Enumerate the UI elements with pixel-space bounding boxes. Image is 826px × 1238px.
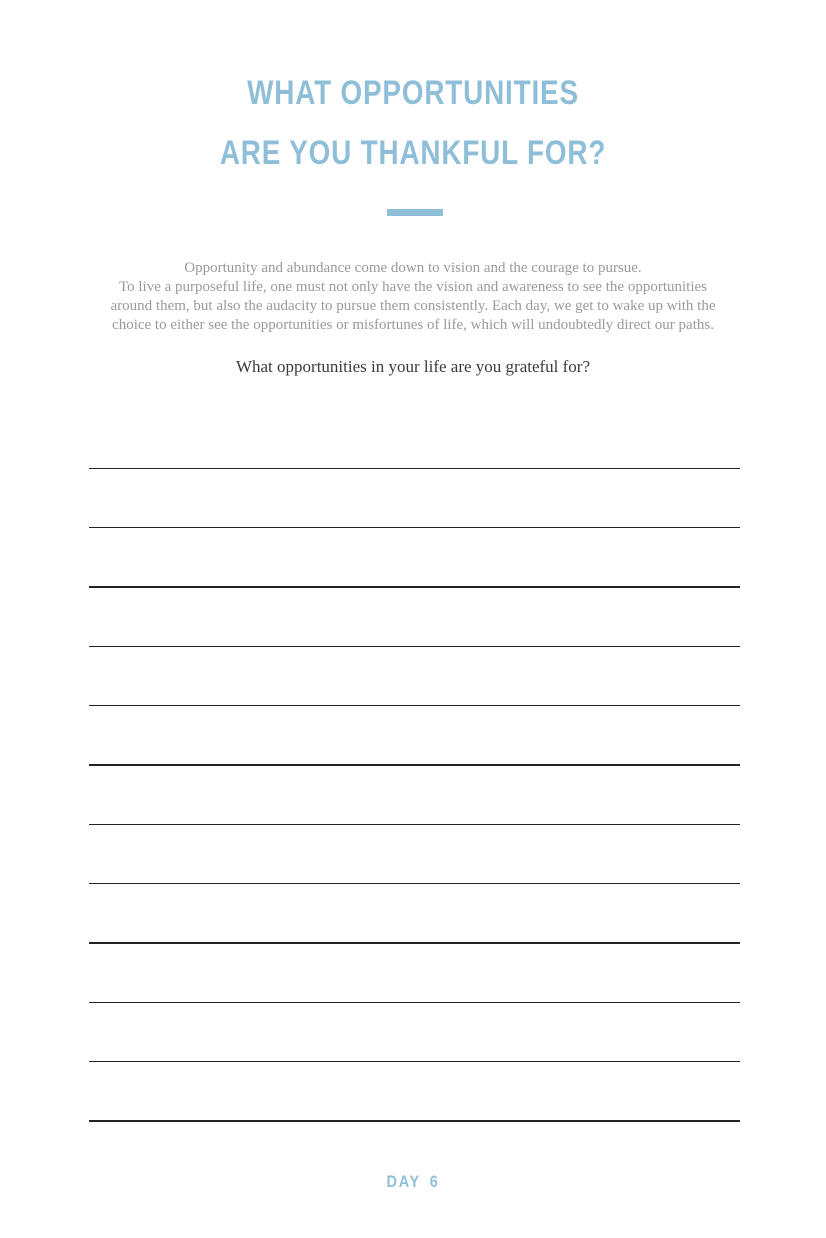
journal-prompt: What opportunities in your life are you grateful for? [235,357,591,376]
writing-line-4[interactable] [89,646,740,647]
writing-line-1[interactable] [89,468,740,469]
intro-line-2: To live a purposeful life, one must not only have the vision and awareness to see the opportunities [119,279,707,295]
writing-line-5[interactable] [89,705,740,706]
writing-line-3[interactable] [89,586,740,588]
intro-line-3: around them, but also the audacity to pursue them consistently. Each day, we get to wake up with the [110,298,716,314]
writing-line-7[interactable] [89,824,740,825]
writing-line-11[interactable] [89,1061,740,1062]
page-title-line-1: WHAT OPPORTUNITIES [247,74,579,112]
writing-line-2[interactable] [89,527,740,528]
day-label: DAY 6 [386,1172,440,1191]
intro-line-1: Opportunity and abundance come down to vision and the courage to pursue. [184,260,642,276]
page-title-line-2: ARE YOU THANKFUL FOR? [219,134,607,172]
title-divider [387,209,443,216]
writing-line-12[interactable] [89,1120,740,1122]
intro-line-4: choice to either see the opportunities or misfortunes of life, which will undoubtedly direct our paths. [112,317,714,333]
writing-line-6[interactable] [89,764,740,766]
writing-line-10[interactable] [89,1002,740,1003]
writing-line-9[interactable] [89,942,740,944]
writing-line-8[interactable] [89,883,740,884]
